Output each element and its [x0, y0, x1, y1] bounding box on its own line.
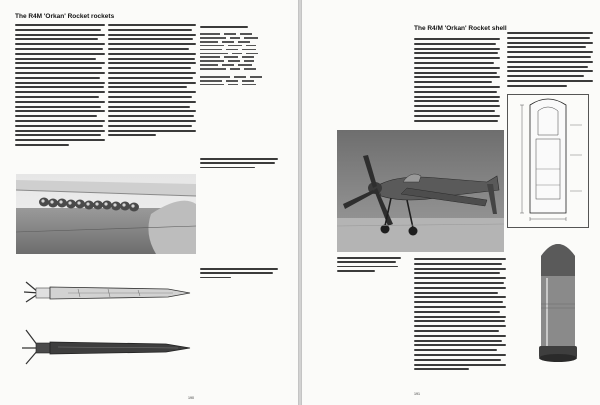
left-text-column-2 — [108, 24, 196, 139]
left-page-heading: The R4M 'Orkan' Rocket rockets — [15, 13, 115, 20]
right-page-number: 191 — [414, 392, 420, 396]
right-page — [302, 0, 600, 405]
right-page-folio — [414, 392, 434, 396]
wing-rockets-photo — [16, 174, 196, 254]
left-text-column-1 — [15, 24, 105, 149]
right-text-column-3 — [414, 258, 506, 373]
left-page — [0, 0, 298, 405]
shell-photo — [527, 236, 589, 374]
aircraft-photo-caption — [337, 257, 401, 275]
rocket-drawing-caption — [200, 268, 278, 281]
shell-cross-section-drawing — [507, 94, 589, 228]
left-page-number: 190 — [188, 396, 194, 400]
right-text-column-2 — [507, 32, 593, 90]
specifications-table — [200, 24, 280, 87]
me109-aircraft-photo — [337, 130, 504, 252]
rocket-side-drawings — [18, 268, 198, 378]
right-page-heading: The R4/M 'Orkan' Rocket shell — [414, 25, 507, 32]
right-text-column-1 — [414, 38, 500, 124]
plane-photo-caption — [200, 158, 278, 171]
